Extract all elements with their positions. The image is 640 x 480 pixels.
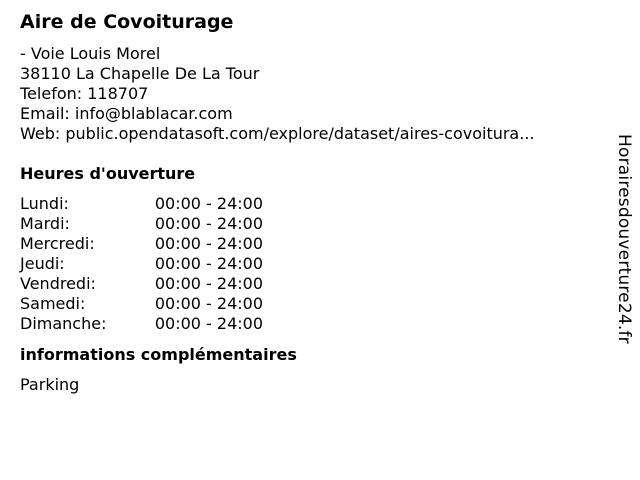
opening-hours-heading: Heures d'ouverture <box>20 164 196 183</box>
day-label: Dimanche: <box>20 314 107 333</box>
day-label: Samedi: <box>20 294 86 313</box>
phone-line: Telefon: 118707 <box>20 84 149 103</box>
time-range: 00:00 - 24:00 <box>154 194 263 213</box>
hours-row-tuesday <box>20 214 600 234</box>
additional-info-heading: informations complémentaires <box>20 345 297 364</box>
time-range: 00:00 - 24:00 <box>154 294 263 313</box>
place-title: Aire de Covoiturage <box>20 11 234 33</box>
day-label: Mercredi: <box>20 234 95 253</box>
time-range: 00:00 - 24:00 <box>154 234 263 253</box>
hours-row-wednesday <box>20 234 600 254</box>
day-label: Lundi: <box>20 194 69 213</box>
place-card <box>20 10 600 395</box>
hours-row-thursday <box>20 254 600 274</box>
hours-row-sunday <box>20 314 600 334</box>
hours-row-monday <box>20 194 600 214</box>
hours-row-saturday <box>20 294 600 314</box>
additional-info-value: Parking <box>20 375 80 394</box>
site-watermark: Horairesdouverture24.fr <box>614 134 634 344</box>
email-line: Email: info@blablacar.com <box>20 104 233 123</box>
street-address: - Voie Louis Morel <box>20 44 161 63</box>
time-range: 00:00 - 24:00 <box>154 254 263 273</box>
time-range: 00:00 - 24:00 <box>154 214 263 233</box>
time-range: 00:00 - 24:00 <box>154 314 263 333</box>
hours-row-friday <box>20 274 600 294</box>
city-line: 38110 La Chapelle De La Tour <box>20 64 260 83</box>
day-label: Jeudi: <box>20 254 65 273</box>
day-label: Vendredi: <box>20 274 96 293</box>
day-label: Mardi: <box>20 214 70 233</box>
web-line: Web: public.opendatasoft.com/explore/dataset/aires-covoitura... <box>20 124 535 143</box>
opening-hours-list <box>20 194 600 334</box>
time-range: 00:00 - 24:00 <box>154 274 263 293</box>
